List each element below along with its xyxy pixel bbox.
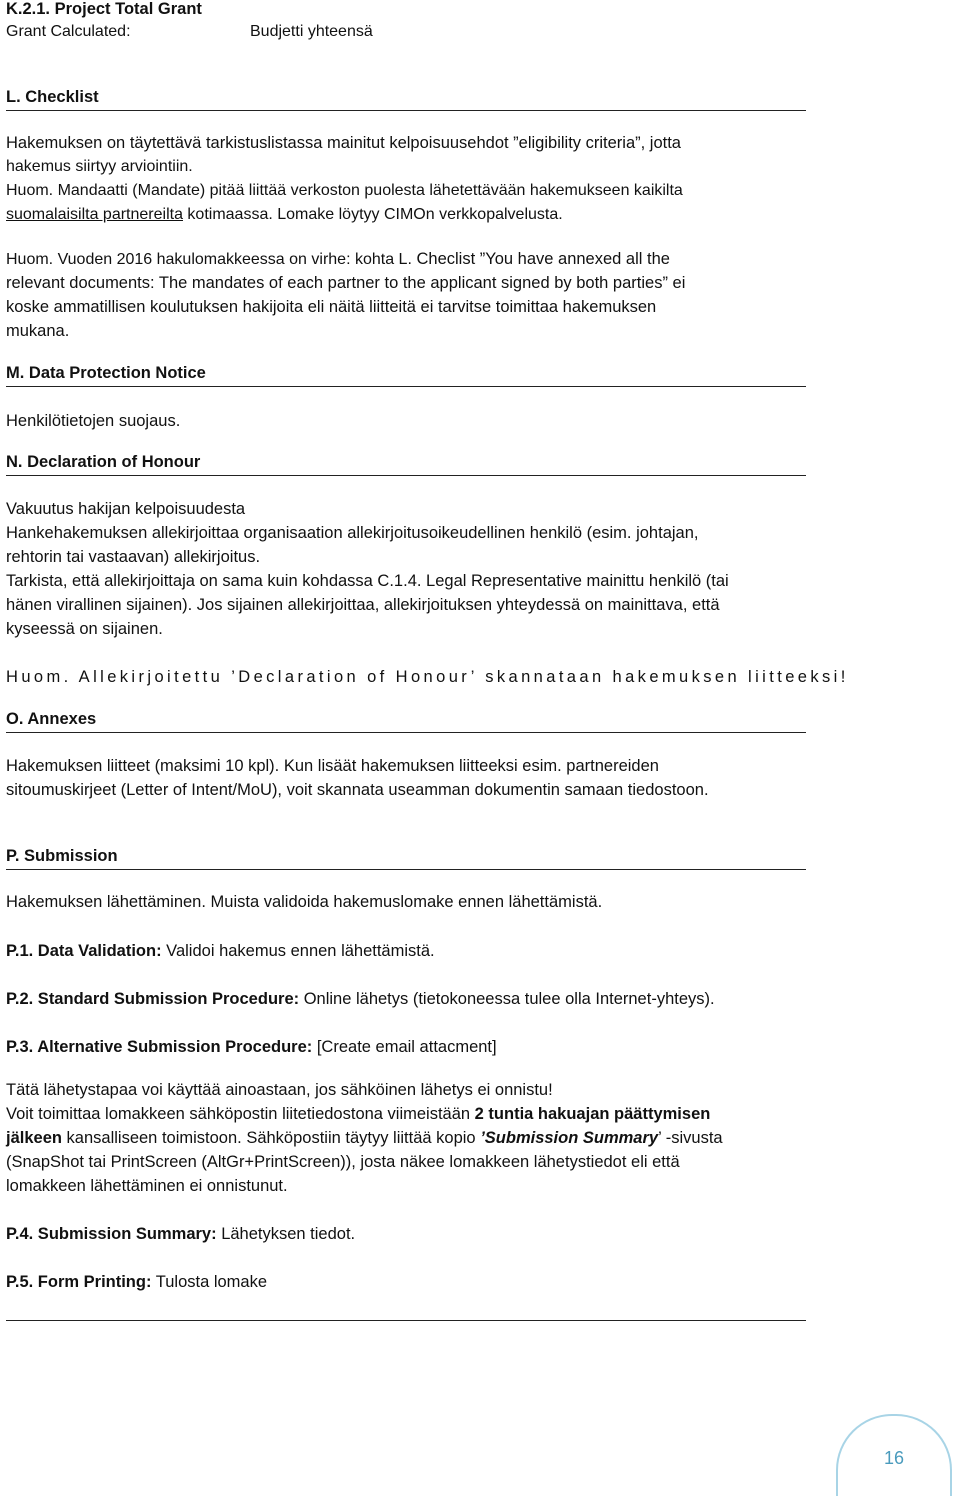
declaration-line1: Vakuutus hakijan kelpoisuudesta — [6, 500, 246, 518]
section-divider — [6, 475, 806, 476]
section-divider — [6, 110, 806, 111]
data-protection-text: Henkilötietojen suojaus. — [6, 412, 181, 430]
alternative-line2 — [6, 1102, 710, 1126]
declaration-line3: rehtorin tai vastaavan) allekirjoitus. — [6, 548, 261, 566]
alternative-line3-b: kansalliseen toimistoon. Sähköpostiin täytyy liittää kopio — [61, 1129, 481, 1147]
alternative-line3-a: jälkeen — [6, 1129, 62, 1147]
grant-calculated-value: Budjetti yhteensä — [250, 23, 373, 40]
page-number: 16 — [883, 1448, 905, 1468]
alternative-submission-text: [Create email attacment] — [312, 1038, 497, 1056]
checklist-p1-line1: Hakemuksen on täytettävä tarkistuslistassa mainitut kelpoisuusehdot ”eligibility criteria”, jotta — [6, 134, 681, 152]
checklist-p2-line2-rest: kotimaassa. Lomake löytyy CIMOn verkkopalvelusta. — [182, 206, 563, 223]
alternative-submission-label: P.3. Alternative Submission Procedure: — [6, 1038, 313, 1056]
submission-intro: Hakemuksen lähettäminen. Muista validoida hakemuslomake ennen lähettämistä. — [6, 893, 603, 911]
section-divider — [6, 1320, 806, 1321]
form-printing-label: P.5. Form Printing: — [6, 1273, 152, 1291]
standard-submission-text: Online lähetys (tietokoneessa tulee olla Internet-yhteys). — [299, 990, 715, 1008]
section-divider — [6, 732, 806, 733]
alternative-line4: (SnapShot tai PrintScreen (AltGr+PrintScreen)), josta näkee lomakkeen lähetystiedot eli että — [6, 1153, 680, 1171]
section-heading-o: O. Annexes — [6, 710, 97, 728]
standard-submission-label: P.2. Standard Submission Procedure: — [6, 990, 300, 1008]
alternative-line2-a: Voit toimittaa lomakkeen sähköpostin liitetiedostona viimeistään — [6, 1105, 475, 1123]
data-validation-item — [6, 939, 435, 963]
submission-summary-text: Lähetyksen tiedot. — [216, 1225, 356, 1243]
section-heading-n: N. Declaration of Honour — [6, 453, 201, 471]
checklist-p3-line1 — [6, 247, 670, 272]
data-validation-text: Validoi hakemus ennen lähettämistä. — [161, 942, 435, 960]
section-heading-m: M. Data Protection Notice — [6, 364, 206, 382]
section-heading-l: L. Checklist — [6, 88, 99, 106]
checklist-p1-line2: hakemus siirtyy arviointiin. — [6, 158, 193, 175]
checklist-p3-line3: koske ammatillisen koulutuksen hakijoita eli näitä liitteitä ei tarvitse toimittaa hakemuksen — [6, 298, 657, 316]
alternative-submission-item — [6, 1035, 497, 1059]
finnish-partners-text: suomalaisilta partnereilta — [6, 206, 183, 223]
section-divider — [6, 386, 806, 387]
section-divider — [6, 869, 806, 870]
declaration-line2: Hankehakemuksen allekirjoittaa organisaation allekirjoitusoikeudellinen henkilö (esim. johtajan, — [6, 524, 699, 542]
alternative-line1: Tätä lähetystapaa voi käyttää ainoastaan, jos sähköinen lähetys ei onnistu! — [6, 1081, 553, 1099]
declaration-line6: kyseessä on sijainen. — [6, 620, 163, 638]
form-printing-text: Tulosta lomake — [151, 1273, 268, 1291]
submission-summary-label: P.4. Submission Summary: — [6, 1225, 217, 1243]
alternative-line5: lomakkeen lähettäminen ei onnistunut. — [6, 1177, 288, 1195]
alternative-line3 — [6, 1126, 723, 1150]
section-heading-k21: K.2.1. Project Total Grant — [6, 0, 202, 18]
checklist-p2-line1: Huom. Mandaatti (Mandate) pitää liittää verkoston puolesta lähetettävään hakemukseen kaikilta — [6, 182, 683, 199]
alternative-line2-b: 2 tuntia hakuajan päättymisen — [474, 1105, 711, 1123]
data-validation-label: P.1. Data Validation: — [6, 942, 162, 960]
page-number-badge — [836, 1414, 952, 1496]
declaration-line5: hänen virallinen sijainen). Jos sijainen allekirjoittaa, allekirjoituksen yhteydessä on mainittava, että — [6, 596, 720, 614]
alternative-line3-c: ’Submission Summary — [480, 1129, 659, 1147]
checklist-p3-line1-a: Huom. Vuoden 2016 hakulomakkeessa on virhe: kohta L. — [6, 251, 412, 268]
grant-calculated-label: Grant Calculated: — [6, 23, 131, 40]
checklist-p2-line2 — [6, 203, 563, 227]
section-heading-p: P. Submission — [6, 847, 118, 865]
alternative-line3-d: ’ -sivusta — [658, 1129, 723, 1147]
annexes-line2: sitoumuskirjeet (Letter of Intent/MoU), voit skannata useamman dokumentin samaan tiedostoon. — [6, 781, 709, 799]
submission-summary-item — [6, 1222, 355, 1246]
form-printing-item — [6, 1270, 267, 1294]
checklist-p3-line1-b: Checlist ”You have annexed all the — [411, 250, 670, 268]
annexes-line1: Hakemuksen liitteet (maksimi 10 kpl). Kun lisäät hakemuksen liitteeksi esim. partnereiden — [6, 757, 659, 775]
declaration-line4: Tarkista, että allekirjoittaja on sama kuin kohdassa C.1.4. Legal Representative mainittu henkilö (tai — [6, 572, 729, 590]
declaration-note: Huom. Allekirjoitettu ’Declaration of Honour’ skannataan hakemuksen liitteeksi! — [6, 668, 849, 686]
standard-submission-item — [6, 987, 715, 1011]
checklist-p3-line2: relevant documents: The mandates of each partner to the applicant signed by both parties” ei — [6, 274, 686, 292]
checklist-p3-line4: mukana. — [6, 322, 70, 340]
